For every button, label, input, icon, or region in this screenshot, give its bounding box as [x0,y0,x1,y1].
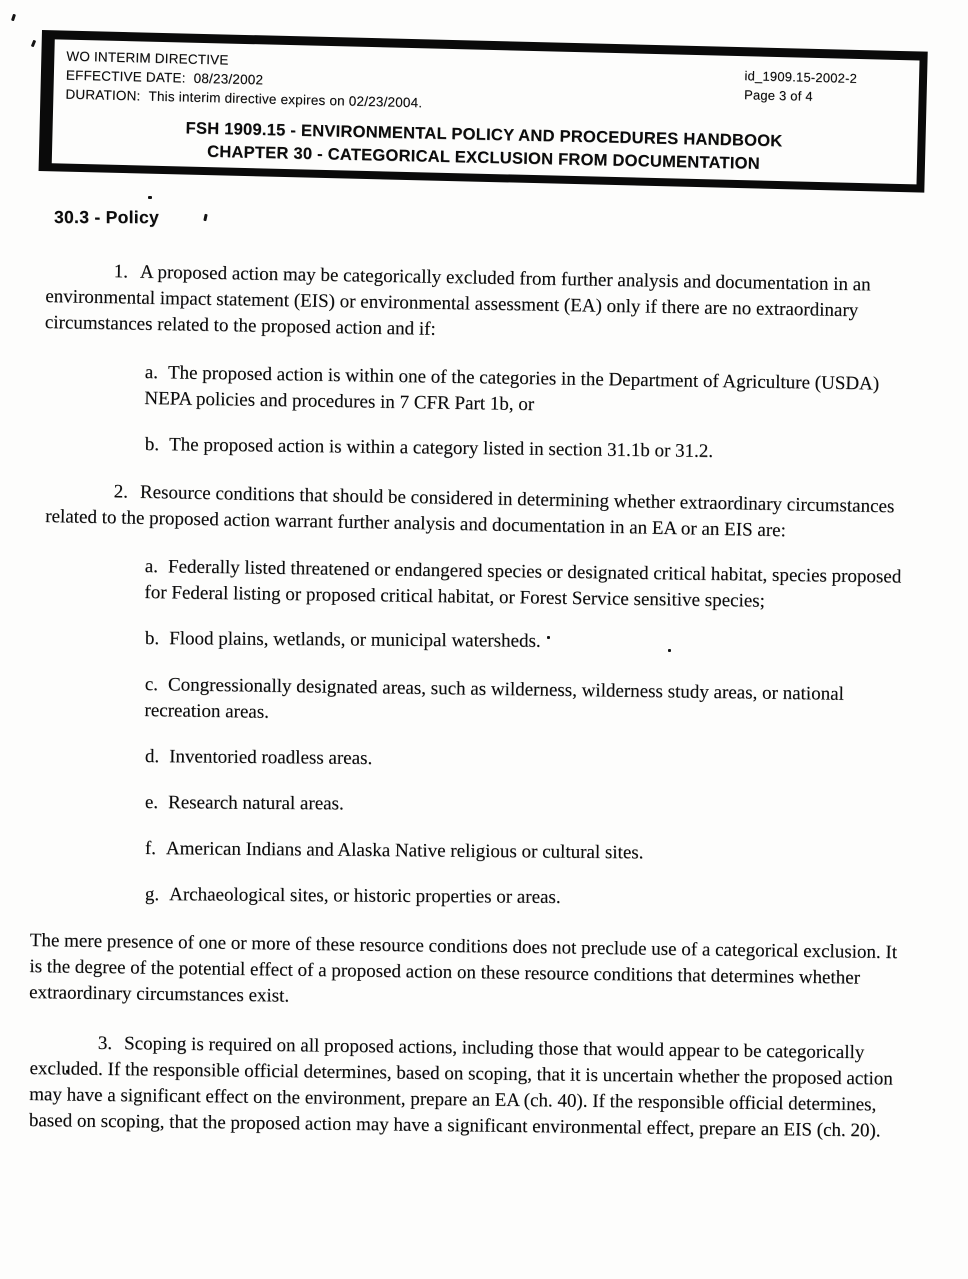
paragraph-2-number: 2. [113,481,129,503]
list-item-2a [144,554,904,617]
list-item-2f-text: American Indians and Alaska Native religious or cultural sites. [165,838,644,864]
handbook-title-block [64,115,904,179]
list-item-2g-label: g. [144,883,160,906]
document-body [28,207,904,1158]
list-item-2c [144,672,904,735]
list-item-2g [145,882,904,913]
scan-speck [11,14,16,22]
paragraph-1-number: 1. [113,261,129,283]
directive-id-block [744,66,857,107]
list-item-2e-text: Research natural areas. [168,792,344,815]
list-item-2d-text: Inventoried roadless areas. [169,746,373,769]
directive-type: WO INTERIM DIRECTIVE [66,48,229,68]
list-item-2f [145,836,904,869]
list-item-2b-label: b. [144,627,160,650]
paragraph-1-text: A proposed action may be categorically excluded from further analysis and documentation in an environmental impact statement (EIS) or environmental assessment (EA) only if there are no extraordinary circumstances related to the proposed action and if: [44,261,871,340]
duration-value: This interim directive expires on 02/23/2004. [148,88,423,111]
paragraph-3 [29,1030,904,1145]
directive-header-box [39,30,928,193]
list-item-1a-label: a. [144,361,159,384]
directive-header-row [65,47,905,124]
scan-speck [148,196,152,199]
paragraph-3-number: 3. [97,1032,113,1055]
list-item-1b-label: b. [144,433,160,456]
duration-label: DURATION: [65,86,141,104]
list-item-1a-text: The proposed action is within one of the categories in the Department of Agriculture (USDA) NEPA policies and procedures in 7 CFR Part 1b, or [144,362,880,416]
list-item-2d [145,744,904,777]
directive-info [65,47,423,113]
paragraph-1 [45,258,904,351]
list-item-2a-text: Federally listed threatened or endangered species or designated critical habitat, species proposed for Federal listing or proposed critical habitat, or Forest Service sensitive species; [144,556,902,612]
section-heading: 30.3 - Policy [53,207,160,228]
effective-date-label: EFFECTIVE DATE: [65,67,186,86]
list-item-1a [144,360,904,424]
paragraph-note: The mere presence of one or more of these resource conditions does not preclude use of a categorical exclusion. It is the degree of the potential effect of a proposed action on these resource conditions that determines whether extraordinary circumstances exist. [28,929,898,1007]
page-number: Page 3 of 4 [743,87,813,104]
list-item-2g-text: Archaeological sites, or historic properties or areas. [169,884,561,908]
list-item-2b [145,626,904,657]
paragraph-3-text: Scoping is required on all proposed actions, including those that would appear to be categorically excluded. If the responsible official determines, based on scoping, that it is uncertain whether the proposed action may have a significant effect on the environment, prepare an EA (ch. 40). If the responsible official determines, based on scoping, that the proposed action may have a significant environmental effect, prepare an EIS (ch. 20). [28,1033,893,1142]
list-item-1b [145,432,904,467]
handbook-title: FSH 1909.15 - ENVIRONMENTAL POLICY AND PROCEDURES HANDBOOK [185,119,783,151]
paragraph-2 [45,478,904,546]
list-item-2e [145,790,904,821]
effective-date-value: 08/23/2002 [193,70,264,88]
list-item-2c-label: c. [144,673,159,696]
list-item-2d-label: d. [144,745,160,768]
list-item-2f-label: f. [144,837,157,860]
list-item-2b-text: Flood plains, wetlands, or municipal watersheds. [169,628,541,652]
chapter-title: CHAPTER 30 - CATEGORICAL EXCLUSION FROM DOCUMENTATION [206,142,761,173]
list-item-2c-text: Congressionally designated areas, such as wilderness, wilderness study areas, or national recreation areas. [144,674,845,723]
directive-id: id_1909.15-2002-2 [744,68,858,86]
list-item-1b-text: The proposed action is within a category listed in section 31.1b or 31.2. [168,434,714,462]
scan-speck [31,40,36,48]
list-item-2e-label: e. [144,791,159,814]
paragraph-2-text: Resource conditions that should be considered in determining whether extraordinary circumstances related to the proposed action warrant further analysis and documentation in an EA or an EIS are: [45,481,895,542]
list-item-2a-label: a. [144,555,159,578]
